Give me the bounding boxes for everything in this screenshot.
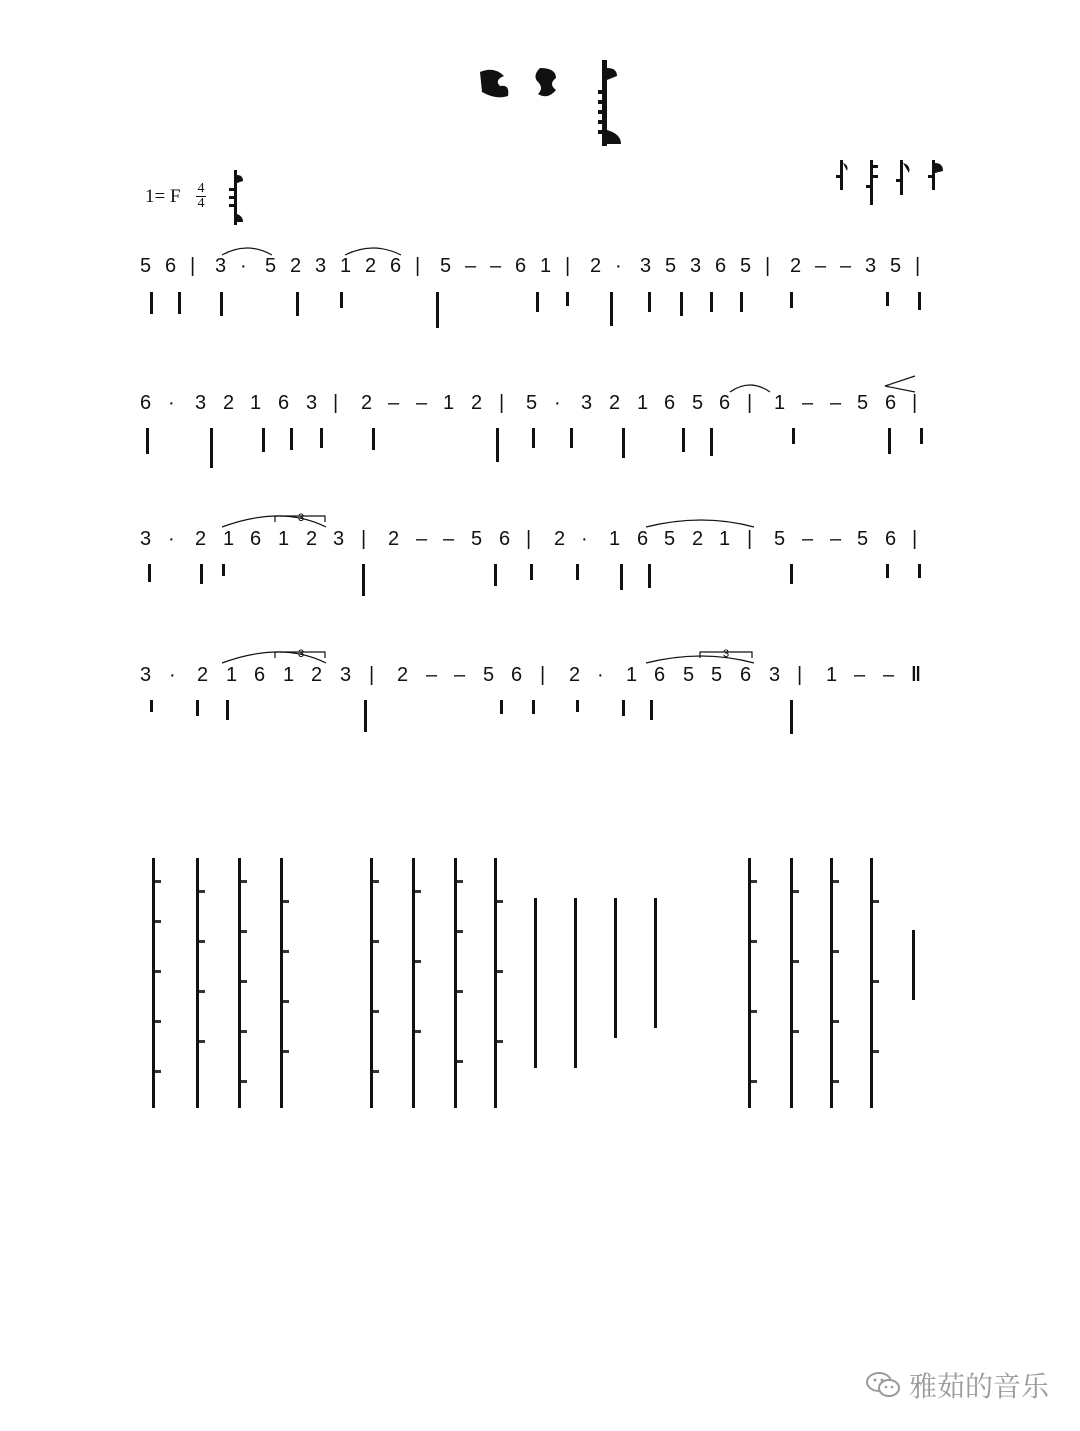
- note: 6: [715, 255, 727, 277]
- lyric-line-3: [148, 564, 921, 596]
- note: 5: [857, 528, 869, 550]
- note: 3: [140, 664, 152, 686]
- note: –: [443, 528, 455, 550]
- note: 3: [865, 255, 877, 277]
- wechat-icon: [865, 1371, 901, 1399]
- note: 5: [890, 255, 902, 277]
- note: 1: [443, 392, 455, 414]
- note: –: [840, 255, 852, 277]
- note: 6: [740, 664, 752, 686]
- note: 1: [540, 255, 552, 277]
- barline: |: [540, 664, 546, 686]
- barline: |: [915, 255, 921, 277]
- note: 5: [857, 392, 869, 414]
- note: 2: [609, 392, 621, 414]
- note: 2: [361, 392, 373, 414]
- verse-2: [370, 858, 497, 1108]
- lyric-line-2: [146, 428, 923, 468]
- barline: |: [747, 528, 753, 550]
- note: 3: [690, 255, 702, 277]
- note: 2: [569, 664, 581, 686]
- barline: |: [797, 664, 803, 686]
- note: 5: [711, 664, 723, 686]
- note: –: [465, 255, 477, 277]
- triplet-number: 3: [298, 648, 305, 660]
- note: 5: [683, 664, 695, 686]
- note: 2: [554, 528, 566, 550]
- note: 1: [223, 528, 235, 550]
- note: 6: [885, 392, 897, 414]
- note: 2: [195, 528, 207, 550]
- barline: |: [765, 255, 771, 277]
- note: ·: [169, 664, 176, 686]
- note: 1: [226, 664, 238, 686]
- barline: |: [526, 528, 532, 550]
- note: 5: [265, 255, 277, 277]
- note: –: [830, 392, 842, 414]
- note: 3: [581, 392, 593, 414]
- note: 5: [483, 664, 495, 686]
- note: 1: [609, 528, 621, 550]
- note: 6: [885, 528, 897, 550]
- barline: |: [190, 255, 196, 277]
- note: 6: [664, 392, 676, 414]
- note: 3: [306, 392, 318, 414]
- note: –: [416, 392, 428, 414]
- note: –: [854, 664, 866, 686]
- note: 6: [165, 255, 177, 277]
- note: 1: [774, 392, 786, 414]
- lyric-line-4: [150, 700, 793, 734]
- barline: |: [565, 255, 571, 277]
- note: 2: [290, 255, 302, 277]
- note: 2: [790, 255, 802, 277]
- lyric-line-1: [150, 292, 921, 328]
- note: 6: [390, 255, 402, 277]
- key-signature: 1= F: [145, 186, 181, 207]
- note: 2: [223, 392, 235, 414]
- triplet-number: 3: [298, 512, 305, 524]
- barline: |: [499, 392, 505, 414]
- note: 1: [637, 392, 649, 414]
- barline: |: [333, 392, 339, 414]
- note: –: [802, 392, 814, 414]
- note: 6: [499, 528, 511, 550]
- note: –: [490, 255, 502, 277]
- note: 6: [637, 528, 649, 550]
- note: 3: [215, 255, 227, 277]
- note: 3: [769, 664, 781, 686]
- barline: |: [912, 392, 918, 414]
- note: 1: [283, 664, 295, 686]
- note: 3: [333, 528, 345, 550]
- note: 2: [365, 255, 377, 277]
- note: 6: [250, 528, 262, 550]
- note: –: [802, 528, 814, 550]
- barline: |: [747, 392, 753, 414]
- note: 5: [665, 255, 677, 277]
- note: ·: [240, 255, 247, 277]
- note: 1: [250, 392, 262, 414]
- time-signature-bottom: 4: [197, 196, 205, 211]
- note: 5: [140, 255, 152, 277]
- barline: |: [415, 255, 421, 277]
- note: 5: [526, 392, 538, 414]
- verse-1: [152, 858, 283, 1108]
- note: 3: [315, 255, 327, 277]
- note: 6: [511, 664, 523, 686]
- note: ·: [581, 528, 588, 550]
- note: 2: [388, 528, 400, 550]
- verse-3: [748, 858, 873, 1108]
- note: –: [883, 664, 895, 686]
- note: 2: [471, 392, 483, 414]
- note: 3: [140, 528, 152, 550]
- verse-note: [912, 930, 915, 1000]
- watermark: [865, 1365, 1049, 1405]
- note: 5: [692, 392, 704, 414]
- note: 1: [626, 664, 638, 686]
- note: –: [830, 528, 842, 550]
- barline: |: [361, 528, 367, 550]
- note: –: [388, 392, 400, 414]
- note: ·: [615, 255, 622, 277]
- note: 5: [774, 528, 786, 550]
- note: –: [454, 664, 466, 686]
- note: 1: [278, 528, 290, 550]
- note: 6: [278, 392, 290, 414]
- note: 5: [740, 255, 752, 277]
- triplet-number: 3: [723, 648, 730, 660]
- barline: |: [912, 528, 918, 550]
- watermark-text: 雅茹的音乐: [909, 1370, 1050, 1403]
- note: 2: [311, 664, 323, 686]
- note: –: [815, 255, 827, 277]
- note: 5: [664, 528, 676, 550]
- note: –: [426, 664, 438, 686]
- note: 6: [254, 664, 266, 686]
- note: ·: [168, 392, 175, 414]
- note: 2: [692, 528, 704, 550]
- note: 2: [397, 664, 409, 686]
- verse-text: [0, 840, 1080, 1120]
- note: ·: [168, 528, 175, 550]
- note: 5: [440, 255, 452, 277]
- note: 3: [640, 255, 652, 277]
- note: 6: [140, 392, 152, 414]
- note: 3: [195, 392, 207, 414]
- note: ·: [597, 664, 604, 686]
- barline: |: [369, 664, 375, 686]
- note: –: [416, 528, 428, 550]
- note: 6: [654, 664, 666, 686]
- note: 5: [471, 528, 483, 550]
- note: 1: [826, 664, 838, 686]
- note: 2: [197, 664, 209, 686]
- time-signature-top: 4: [197, 181, 205, 196]
- note: 1: [719, 528, 731, 550]
- note: ·: [554, 392, 561, 414]
- note: 2: [306, 528, 318, 550]
- chorus: [534, 898, 657, 1068]
- note: 3: [340, 664, 352, 686]
- note: 6: [515, 255, 527, 277]
- note: 2: [590, 255, 602, 277]
- note: 1: [340, 255, 352, 277]
- note: 6: [719, 392, 731, 414]
- barline: ‖: [911, 664, 921, 686]
